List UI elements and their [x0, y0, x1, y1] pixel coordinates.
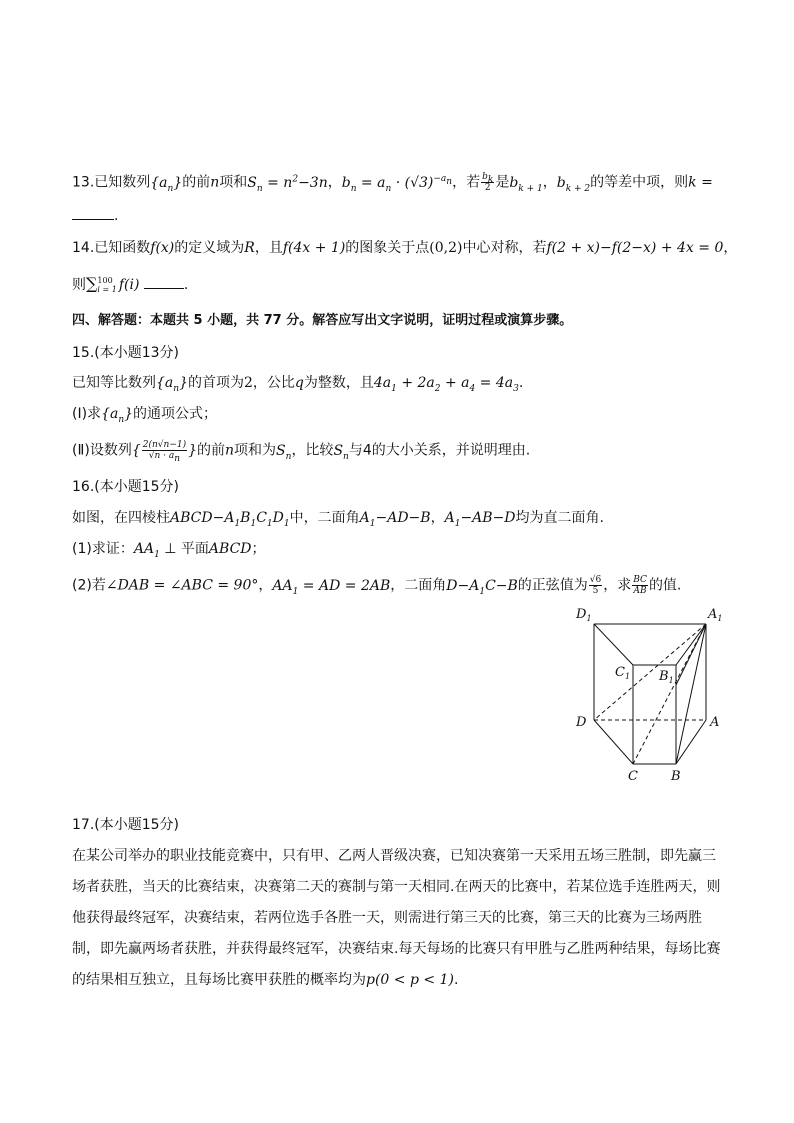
q15-text: . — [518, 375, 524, 391]
q14-text: 中心对称，若 — [462, 240, 547, 256]
q16-text: ，求 — [603, 577, 632, 594]
q17-line1: 在某公司举办的职业技能竞赛中，只有甲、乙两人晋级决赛，已知决赛第一天采用五场三胜制，即先赢三 — [72, 848, 716, 864]
label-D1: $D_1$ — [576, 607, 592, 623]
q14-text: ， — [723, 240, 738, 256]
q15-Sn: $S_n$ — [333, 442, 349, 462]
q13-text: 已知数列 — [94, 174, 151, 191]
q15-text: (Ⅱ)设数列 — [72, 442, 132, 459]
q13-text: ， — [542, 174, 557, 191]
q15-first-term: 2 — [243, 375, 253, 391]
q13-answer-blank — [72, 219, 114, 220]
q15-text: ，公比 — [252, 375, 295, 391]
q15-seq: $\{a_n\}$ — [156, 375, 188, 394]
q15-part2 — [72, 440, 531, 464]
q14-text: 的定义域为 — [174, 240, 245, 256]
q16-part2 — [72, 575, 681, 596]
q16-heading: 16.(本小题15分) — [72, 479, 180, 495]
q17-line2: 场者获胜，当天的比赛结束，决赛第二天的赛制与第一天相同.在两天的比赛中，若某位选手连胜两天，则 — [72, 879, 721, 895]
q14-fi: f(i) — [118, 277, 140, 293]
q15-part1 — [72, 404, 217, 424]
q15-text: 的首项为 — [187, 375, 244, 391]
q14-sigma: ∑ — [86, 274, 98, 293]
label-B1: $B_1$ — [659, 669, 674, 685]
q16-text: 的正弦值为 — [517, 577, 588, 594]
q17-text: . — [453, 972, 459, 988]
q16-angle2: $A_1-AB-D$ — [444, 510, 516, 529]
q15-text: 与4的大小关系，并说明理由. — [348, 442, 531, 459]
q14-f4x: f(4x + 1) — [282, 240, 346, 256]
label-C: C — [628, 769, 638, 784]
q15-fraction: $\frac{2(n√n-1)}{√n \cdot a_n}$ — [142, 440, 187, 464]
q16-plane: ABCD — [208, 541, 252, 557]
label-A: A — [710, 715, 720, 730]
q16-text: 均为直二面角. — [515, 510, 604, 526]
q15-q: q — [294, 375, 304, 391]
q14-answer-blank — [144, 288, 184, 289]
q17-heading: 17.(本小题15分) — [72, 817, 180, 833]
q13-line1 — [72, 172, 713, 193]
q14-line1 — [72, 238, 737, 258]
q16-text: ； — [251, 541, 266, 557]
q13-line2 — [72, 206, 118, 226]
q13-text: ， — [327, 174, 342, 191]
q15-Sn: $S_n$ — [276, 442, 292, 462]
q13-text: ，若 — [452, 174, 481, 191]
q16-text: 中，二面角 — [289, 510, 360, 526]
q16-text: ， — [430, 510, 445, 526]
q15-text: 已知等比数列 — [72, 375, 156, 391]
q13-n: n — [210, 174, 220, 191]
q13-k: k = — [688, 174, 713, 191]
q15-text: (Ⅰ)求 — [72, 406, 102, 422]
q16-angles: ∠DAB = ∠ABC = 90° — [105, 577, 259, 594]
q16-text: ⊥ 平面 — [159, 541, 209, 557]
q14-sum-limits: 100 i = 1 — [97, 276, 117, 294]
label-D: D — [576, 715, 587, 730]
label-B: B — [671, 769, 681, 784]
q17-line4: 制，即先赢两场者获胜，并获得最终冠军，决赛结束.每天每场的比赛只有甲胜与乙胜两种结果，每场比赛 — [72, 941, 721, 957]
q16-stem — [72, 508, 604, 528]
q15-n: n — [225, 442, 235, 459]
q16-text: ， — [258, 577, 273, 594]
q14-number: 14. — [72, 240, 95, 256]
q17-range: (0 < p < 1) — [374, 972, 454, 988]
q15-equation: $4a_1 + 2a_2 + a_4 = 4a_3$ — [373, 375, 519, 394]
q16-angle1: $A_1-AD-B$ — [359, 510, 431, 529]
q14-point: (0,2) — [429, 240, 463, 256]
q13-text: 的前 — [182, 174, 211, 191]
q16-dihedral: $D-A_1C-B$ — [446, 577, 518, 597]
q15-text: 项和为 — [234, 442, 277, 459]
q17-line3: 他获得最终冠军，决赛结束，若两位选手各胜一天，则需进行第三天的比赛，第三天的比赛为三场两胜 — [72, 910, 702, 926]
q17-line5 — [72, 970, 458, 990]
q16-text: ，二面角 — [390, 577, 447, 594]
q16-text: (2)若 — [72, 577, 106, 594]
q16-ratio-fraction: $\frac{BC}{AB}$ — [633, 575, 647, 596]
q15-text: 为整数，且 — [303, 375, 374, 391]
q14-fx: f(x) — [150, 240, 175, 256]
q13-seq-a: $\{a_n\}$ — [150, 174, 183, 194]
label-C1: $C_1$ — [615, 665, 631, 681]
q13-number: 13. — [72, 174, 95, 191]
q17-p: p — [366, 972, 375, 988]
q13-sum-formula: $S_n = n^2-3n$ — [247, 173, 328, 194]
q17-text: 的结果相互独立，且每场比赛甲获胜的概率均为 — [72, 972, 366, 988]
prism-figure — [570, 602, 730, 786]
q13-bk1: $b_{k + 1}$ — [509, 174, 543, 194]
q16-lengths: $AA_1$ = AD = 2AB — [272, 577, 391, 597]
q14-text: 的图象关于点 — [345, 240, 430, 256]
q14-text: 已知函数 — [94, 240, 151, 256]
q14-text: ，且 — [254, 240, 283, 256]
q15-brace: } — [188, 442, 198, 459]
q13-fraction: $\frac{b_k}{2}$ — [482, 172, 494, 193]
q15-text: ，比较 — [291, 442, 334, 459]
q15-text: 的前 — [197, 442, 226, 459]
q16-text: 如图，在四棱柱 — [72, 510, 170, 526]
q13-text: 的等差中项，则 — [590, 174, 689, 191]
q16-AA1: $AA_1$ — [133, 541, 160, 560]
q15-brace: { — [131, 442, 141, 459]
q13-b-formula: $b_n = a_n \cdot (√3)^{-a_n}$ — [341, 173, 453, 194]
q13-text: 项和 — [219, 174, 248, 191]
q16-text: 的值. — [648, 577, 682, 594]
q15-seq: $\{a_n\}$ — [101, 406, 134, 425]
q15-text: 的通项公式； — [133, 406, 218, 422]
q16-prism: $ABCD-A_1B_1C_1D_1$ — [170, 510, 290, 529]
q14-line2 — [72, 274, 188, 295]
q15-heading: 15.(本小题13分) — [72, 345, 180, 361]
label-A1: $A_1$ — [708, 607, 723, 623]
q16-sine-fraction: $\frac{√6}{5}$ — [589, 575, 602, 596]
q13-text: 是 — [495, 174, 510, 191]
q13-period: . — [114, 208, 119, 224]
section-4-heading: 四、解答题：本题共 5 小题，共 77 分。解答应写出文字说明，证明过程或演算步骤。 — [72, 313, 573, 328]
q15-stem — [72, 373, 523, 393]
q16-text: (1)求证： — [72, 541, 134, 557]
q13-bk2: $b_{k + 2}$ — [556, 174, 591, 194]
q14-period: . — [183, 277, 189, 293]
q16-part1 — [72, 539, 266, 559]
q14-text: 则 — [72, 277, 86, 293]
q14-equation: f(2 + x)−f(2−x) + 4x = 0 — [546, 240, 724, 256]
q14-R: R — [244, 240, 255, 256]
